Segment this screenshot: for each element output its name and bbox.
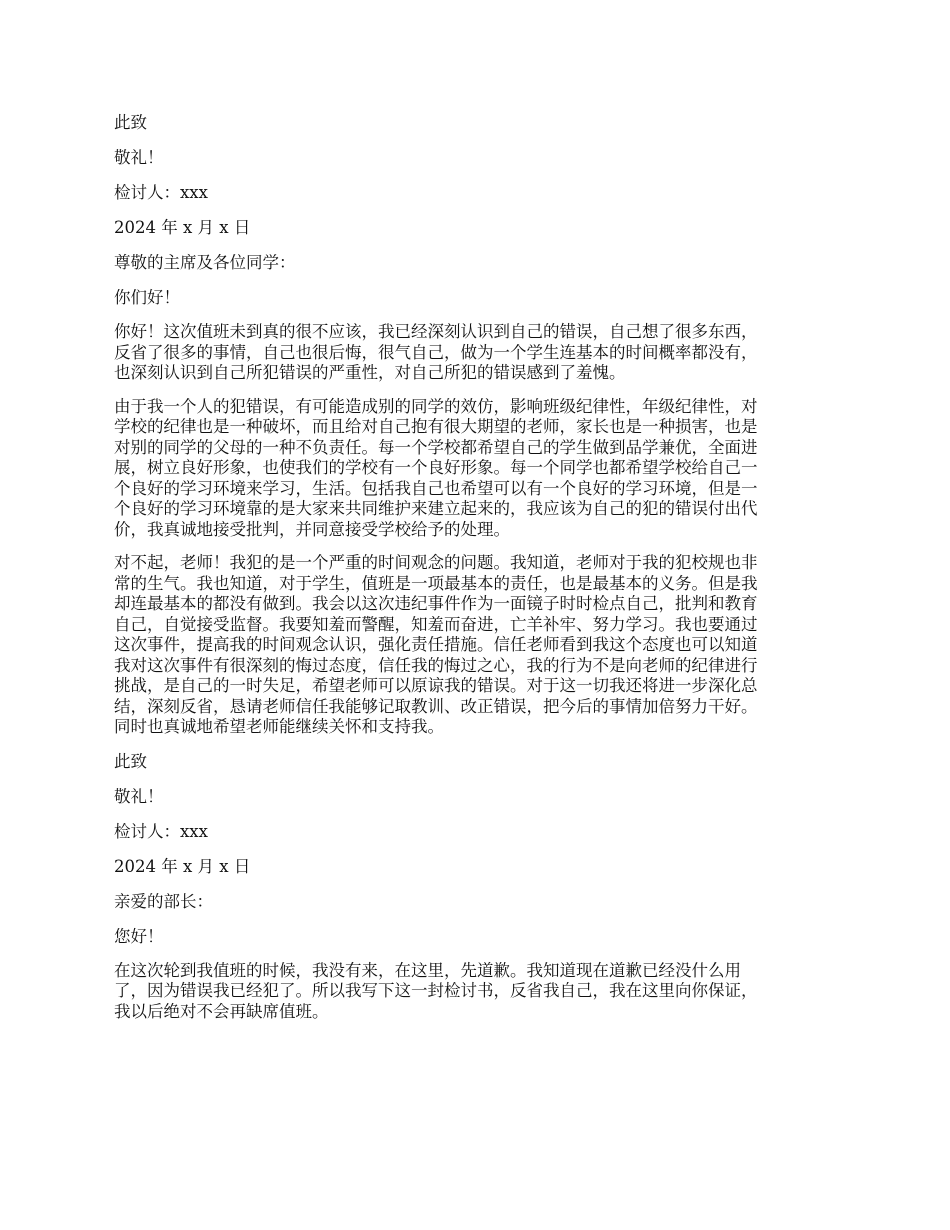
- greeting-line: 尊敬的主席及各位同学：: [114, 253, 296, 272]
- paragraph-line: 结，深刻反省，恳请老师信任我能够记取教训、改正错误，把今后的事情加倍努力干好。: [114, 696, 758, 716]
- greeting-line: 亲爱的部长：: [114, 891, 213, 911]
- document-page: [114, 112, 838, 1035]
- paragraph-line: 挑战，是自己的一时失足，希望老师可以原谅我的错误。对于这一切我还将进一步深化总: [114, 676, 758, 695]
- hello-line: 你们好！: [114, 288, 180, 307]
- salute-line: 敬礼！: [114, 786, 164, 806]
- date-line: 2024 年 x 月 x 日: [114, 856, 251, 876]
- signer-line: 检讨人：xxx: [114, 183, 208, 202]
- paragraph-line: 对别的同学的父母的一种不负责任。每一个学校都希望自己的学生做到品学兼优，全面进: [114, 437, 758, 457]
- paragraph: [114, 553, 838, 738]
- paragraph-line: 却连最基本的都没有做到。我会以这次违纪事件作为一面镜子时时检点自己，批判和教育: [114, 594, 758, 613]
- paragraph-line: 你好！这次值班未到真的很不应该，我已经深刻认识到自己的错误，自己想了很多东西，: [114, 322, 758, 341]
- paragraph-line: 我对这次事件有很深刻的悔过态度，信任我的悔过之心，我的行为不是向老师的纪律进行: [114, 655, 758, 675]
- paragraph: [114, 961, 838, 1023]
- paragraph-line: 价，我真诚地接受批判，并同意接受学校给予的处理。: [114, 519, 510, 539]
- paragraph-line: 个良好的学习环境来学习，生活。包括我自己也希望可以有一个良好的学习环境，但是一: [114, 478, 758, 498]
- signer-line: 检讨人：xxx: [114, 821, 208, 841]
- paragraph-line: 在这次轮到我值班的时候，我没有来，在这里，先道歉。我知道现在道歉已经没什么用: [114, 960, 741, 980]
- date-line: 2024 年 x 月 x 日: [114, 218, 251, 237]
- paragraph-line: 自己，自觉接受监督。我要知羞而警醒，知羞而奋进，亡羊补牢、努力学习。我也要通过: [114, 614, 758, 634]
- paragraph-line: 了，因为错误我已经犯了。所以我写下这一封检讨书，反省我自己，我在这里向你保证，: [114, 981, 758, 1000]
- paragraph-line: 个良好的学习环境靠的是大家来共同维护来建立起来的，我应该为自己的犯的错误付出代: [114, 499, 758, 518]
- paragraph-line: 我以后绝对不会再缺席值班。: [114, 1001, 329, 1021]
- closing-line: 此致: [114, 751, 147, 771]
- paragraph-line: 反省了很多的事情，自己也很后悔，很气自己，做为一个学生连基本的时间概率都没有，: [114, 342, 758, 362]
- paragraph-line: 同时也真诚地希望老师能继续关怀和支持我。: [114, 717, 444, 736]
- salute-line: 敬礼！: [114, 148, 164, 167]
- paragraph-line: 这次事件，提高我的时间观念认识，强化责任措施。信任老师看到我这个态度也可以知道: [114, 635, 758, 654]
- closing-line: 此致: [114, 113, 147, 132]
- paragraph: [114, 322, 838, 384]
- hello-line: 您好！: [114, 926, 164, 946]
- paragraph-line: 也深刻认识到自己所犯错误的严重性，对自己所犯的错误感到了羞愧。: [114, 363, 626, 382]
- paragraph-line: 对不起，老师！我犯的是一个严重的时间观念的问题。我知道，老师对于我的犯校规也非: [114, 553, 758, 572]
- paragraph: [114, 397, 838, 541]
- paragraph-line: 学校的纪律也是一种破坏，而且给对自己抱有很大期望的老师，家长也是一种损害，也是: [114, 417, 758, 436]
- paragraph-line: 常的生气。我也知道，对于学生，值班是一项最基本的责任，也是最基本的义务。但是我: [114, 573, 758, 593]
- paragraph-line: 由于我一个人的犯错误，有可能造成别的同学的效仿，影响班级纪律性，年级纪律性，对: [114, 396, 758, 416]
- paragraph-line: 展，树立良好形象，也使我们的学校有一个良好形象。每一个同学也都希望学校给自己一: [114, 458, 758, 477]
